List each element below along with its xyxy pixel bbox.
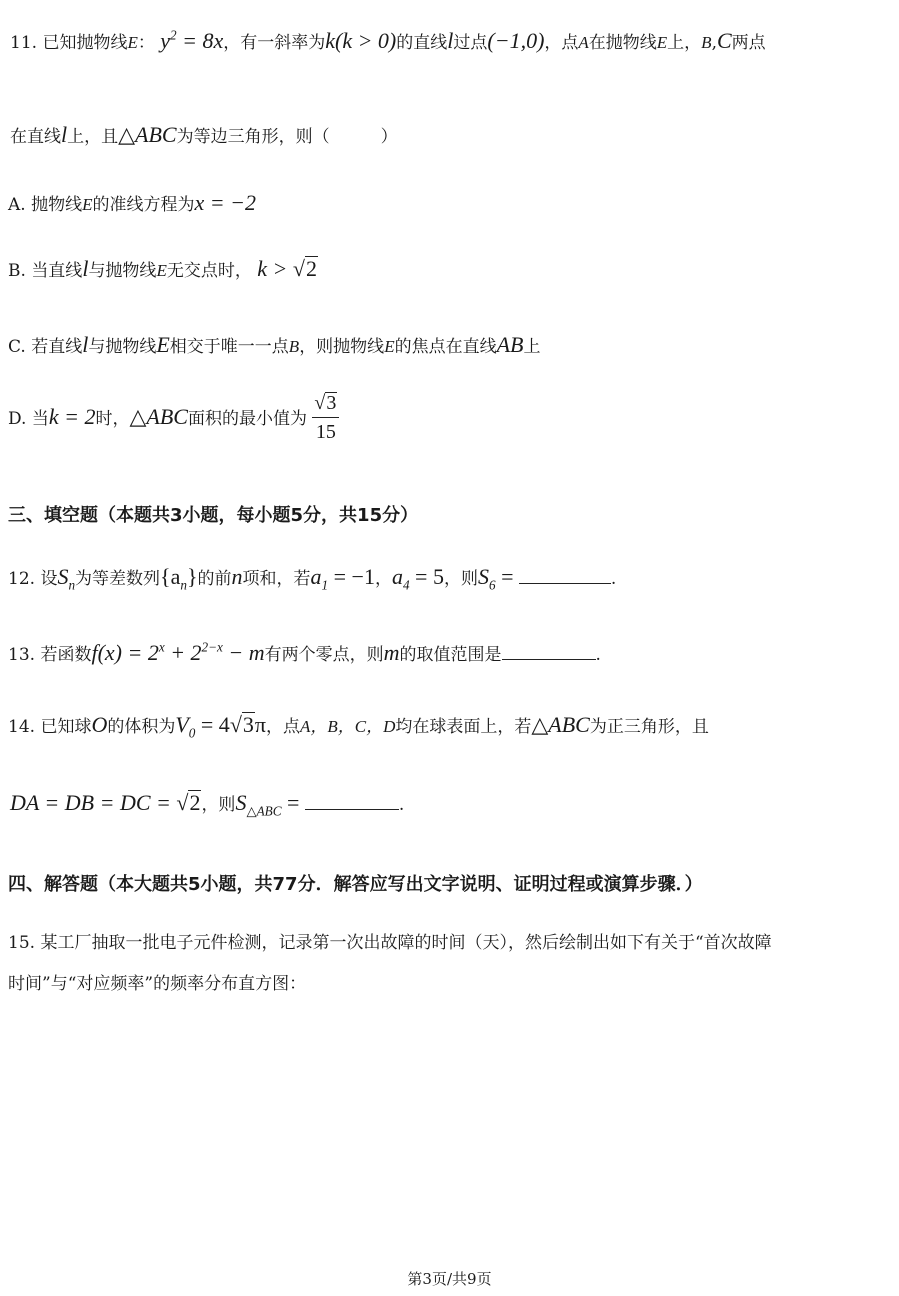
q11-option-c: C. 若直线l与抛物线E相交于唯一一点B，则抛物线E的焦点在直线AB上 — [8, 332, 541, 357]
q11-line2: 在直线l上，且△ABC为等边三角形，则（ ） — [10, 122, 398, 147]
q11-option-d: D. 当k = 2时，△ABC面积的最小值为 $\frac{√3}{15}$ — [8, 392, 339, 442]
q13-answer-blank[interactable] — [502, 643, 596, 660]
q12-answer-blank[interactable] — [519, 567, 611, 584]
q11-point: (−1,0) — [487, 28, 545, 53]
q11-option-d-fraction: $\frac{√3}{15}$ — [312, 392, 339, 442]
q11-triangle: △ABC — [118, 122, 177, 147]
q12-line: 12. 设$S_n$为等差数列$\{a_n\}$的前n项和，若$a_1 = -1$，$a_4 = 5$，则$S_6$ = . — [8, 564, 617, 593]
q11-option-a: A. 抛物线E的准线方程为x = −2 — [8, 190, 256, 215]
section3-heading: 三、填空题（本题共3小题，每小题5分，共15分） — [8, 505, 419, 526]
q13-function: $f(x) = 2^x + 2^{2-x} - m$ — [91, 639, 265, 665]
q13-line: 13. 若函数$f(x) = 2^x + 2^{2-x} - m$有两个零点，则m的取值范围是 . — [8, 639, 601, 665]
q14-line2: DA = DB = DC = √2，则$S_{\triangle ABC}$ = . — [10, 790, 405, 819]
q15-line1: 15. 某工厂抽取一批电子元件检测，记录第一次出故障的时间（天），然后绘制出如下有关于“首次故障 — [8, 933, 772, 953]
q15-line2: 时间”与“对应频率”的频率分布直方图： — [8, 974, 307, 994]
q14-answer-blank[interactable] — [305, 793, 399, 810]
q14-volume: $V_0 = 4√3\pi$ — [175, 712, 266, 741]
q11-slope-expr: k(k > 0) — [325, 28, 397, 53]
section4-heading: 四、解答题（本大题共5小题，共77分．解答应写出文字说明、证明过程或演算步骤．） — [8, 874, 703, 895]
q11-parabola-equation: $y^2 = 8x$ — [160, 27, 224, 53]
q11-number: 11. — [10, 33, 38, 53]
q11-option-b: B. 当直线l与抛物线E无交点时， k > √2 — [8, 256, 317, 281]
q11-option-b-inequality: k > √2 — [257, 256, 317, 281]
q14-line1: 14. 已知球O的体积为$V_0 = 4√3\pi$，点A，B，C，D均在球表面上，若△ABC为正三角形，且 — [8, 712, 709, 741]
q14-distances: DA = DB = DC = √2 — [10, 790, 201, 815]
page-number: 第3页/共9页 — [407, 1270, 492, 1288]
q11-line1: 11. 已知抛物线E： $y^2 = 8x$，有一斜率为k(k > 0)的直线l过点(−1,0)，点A在抛物线E上，B,C两点 — [10, 27, 766, 53]
